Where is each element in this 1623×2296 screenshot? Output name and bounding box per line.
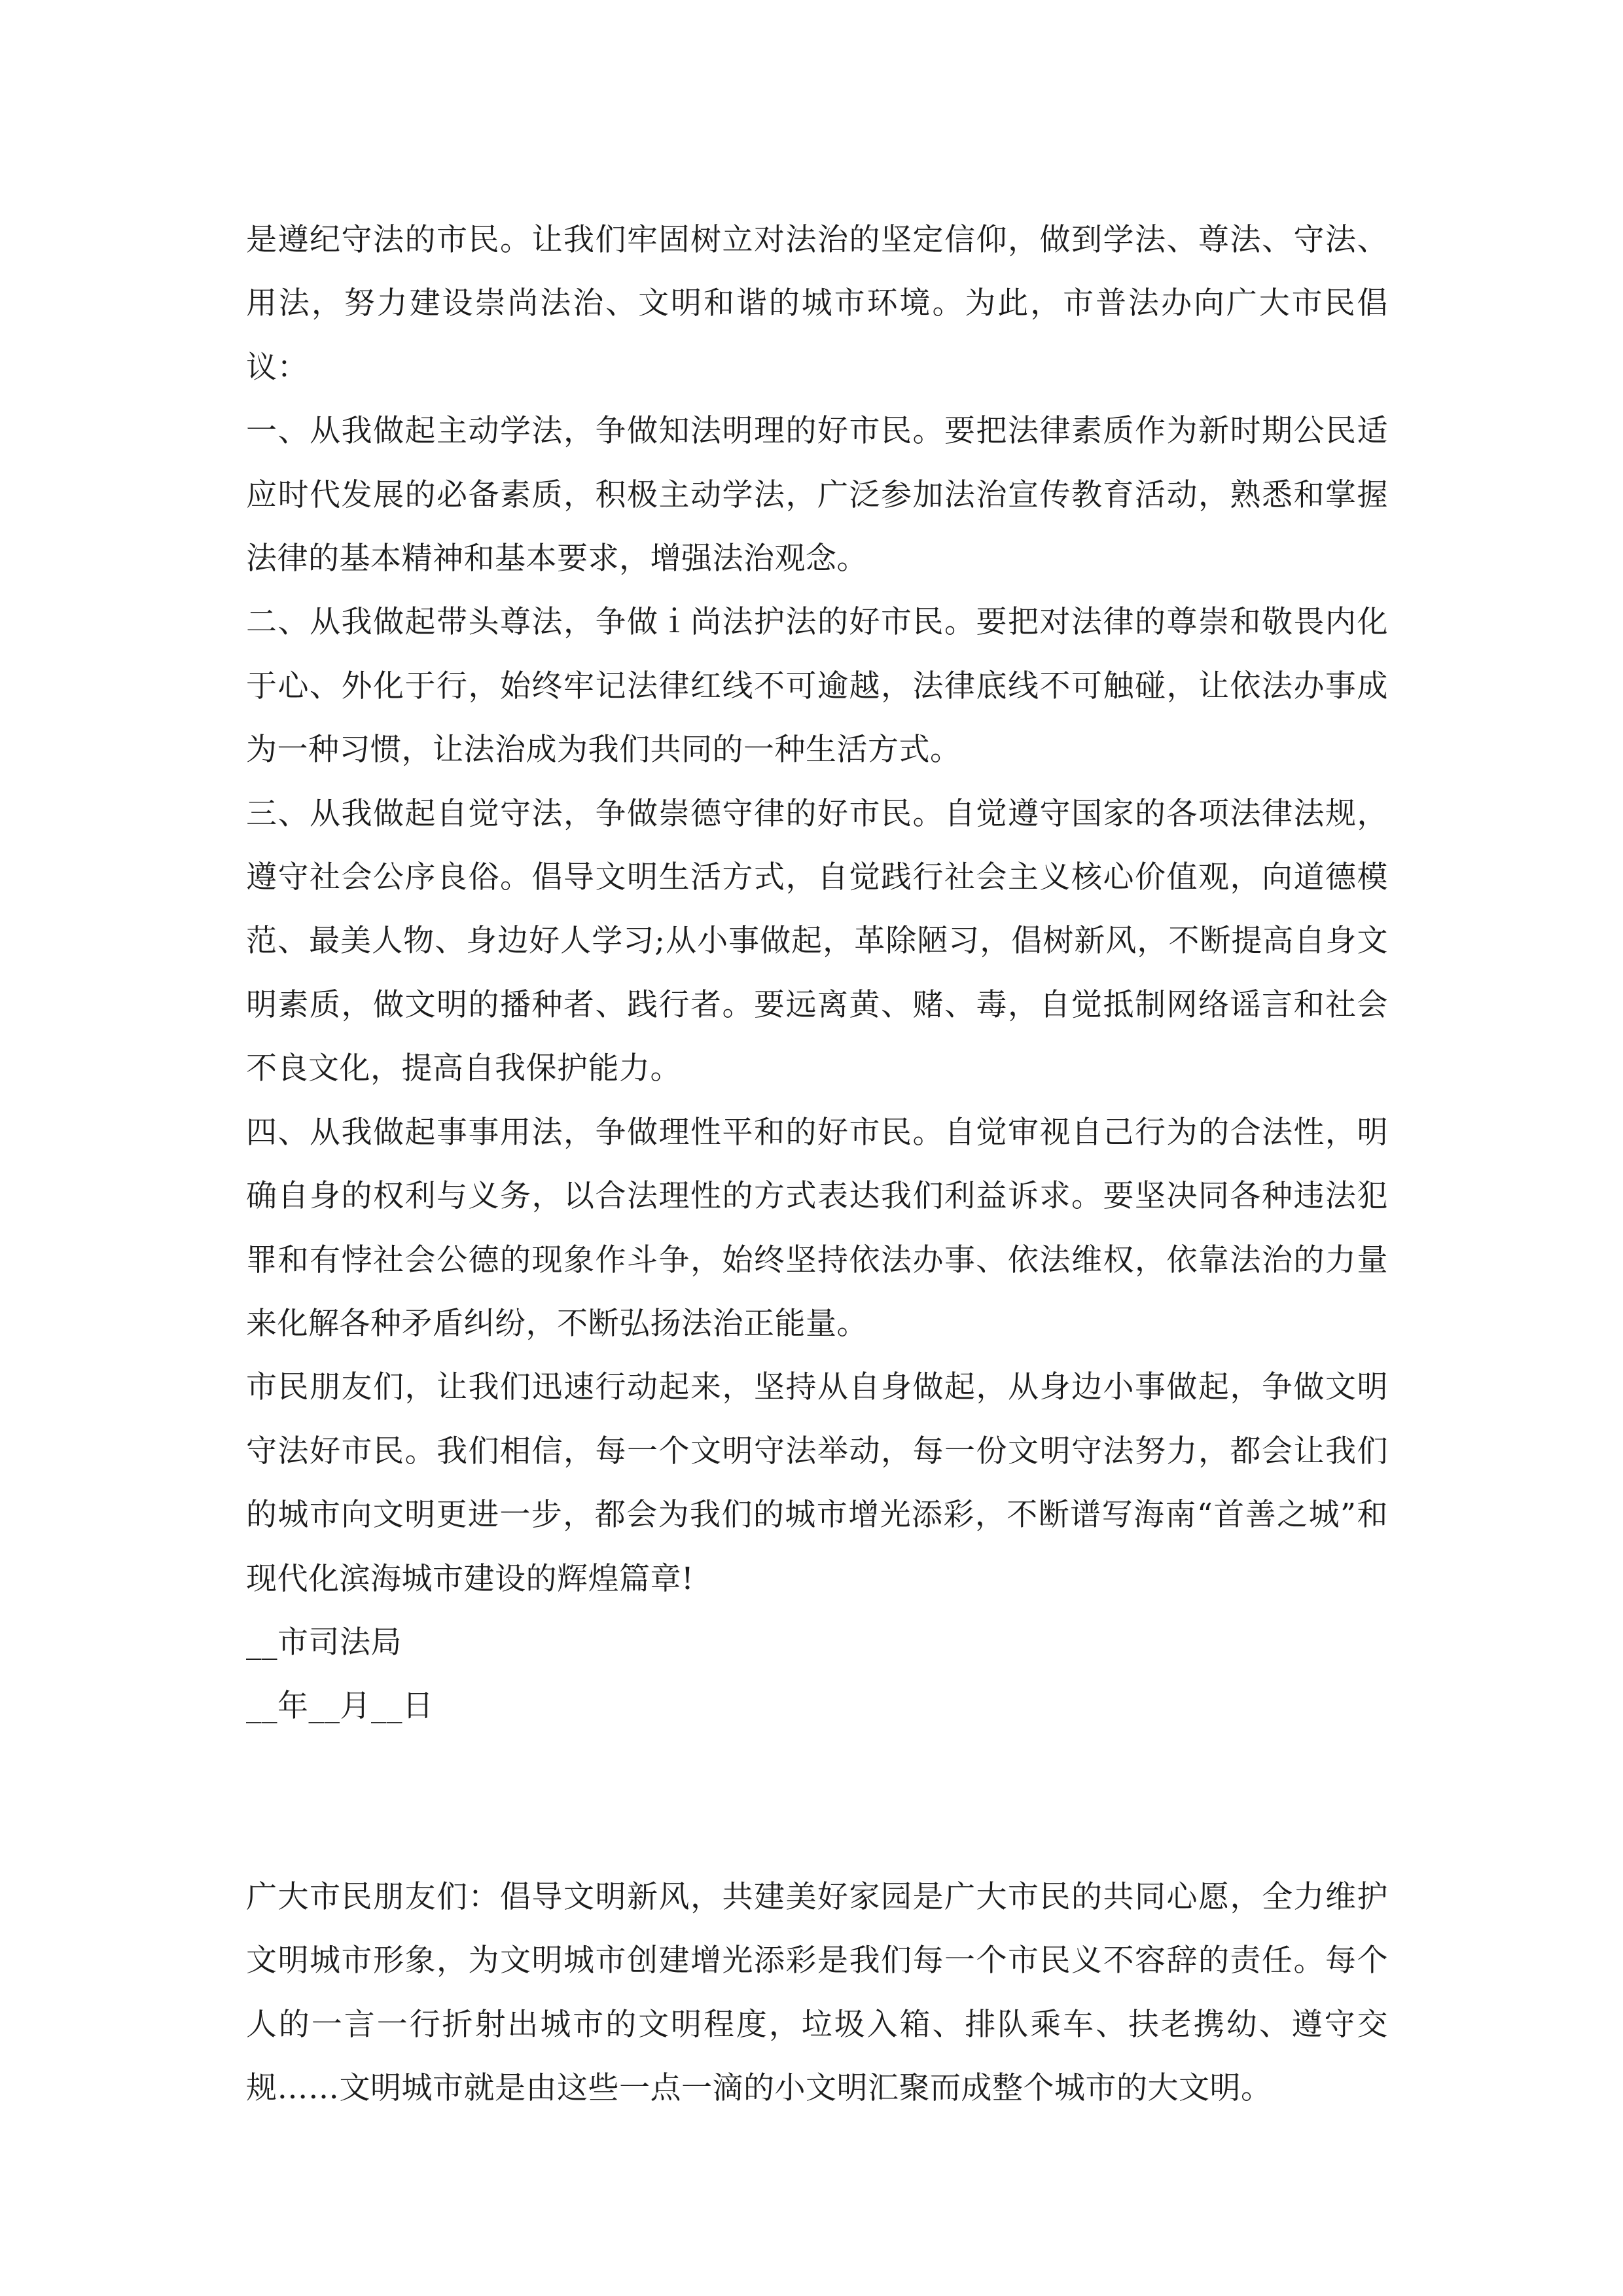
signature-date: __年__月__日	[246, 1688, 434, 1725]
document-body	[246, 208, 1388, 2120]
section-gap	[246, 1738, 1388, 1865]
intro-paragraph: 是遵纪守法的市民。让我们牢固树立对法治的坚定信仰，做到学法、尊法、守法、用法，努力建设崇尚法治、文明和谐的城市环境。为此，市普法办向广大市民倡议：	[246, 222, 1388, 386]
proposal-two-paragraph: 二、从我做起带头尊法，争做ｉ尚法护法的好市民。要把对法律的尊崇和敬畏内化于心、外化于行，始终牢记法律红线不可逾越，法律底线不可触碰，让依法办事成为一种习惯，让法治成为我们共同的一种生活方式。	[246, 604, 1388, 768]
signature-organization: __市司法局	[246, 1624, 402, 1660]
proposal-one-paragraph: 一、从我做起主动学法，争做知法明理的好市民。要把法律素质作为新时期公民适应时代发展的必备素质，积极主动学法，广泛参加法治宣传教育活动，熟悉和掌握法律的基本精神和基本要求，增强法治观念。	[246, 413, 1388, 577]
proposal-three-paragraph: 三、从我做起自觉守法，争做崇德守律的好市民。自觉遵守国家的各项法律法规，遵守社会公序良俗。倡导文明生活方式，自觉践行社会主义核心价值观，向道德模范、最美人物、身边好人学习;从小事做起，革除陋习，倡树新风，不断提高自身文明素质，做文明的播种者、践行者。要远离黄、赌、毒，自觉抵制网络谣言和社会不良文化，提高自我保护能力。	[246, 795, 1388, 1087]
closing-paragraph: 市民朋友们，让我们迅速行动起来，坚持从自身做起，从身边小事做起，争做文明守法好市民。我们相信，每一个文明守法举动，每一份文明守法努力，都会让我们的城市向文明更进一步，都会为我们的城市增光添彩，不断谱写海南“首善之城”和现代化滨海城市建设的辉煌篇章!	[246, 1369, 1388, 1597]
proposal-four-paragraph: 四、从我做起事事用法，争做理性平和的好市民。自觉审视自己行为的合法性，明确自身的权利与义务，以合法理性的方式表达我们利益诉求。要坚决同各种违法犯罪和有悖社会公德的现象作斗争，始终坚持依法办事、依法维权，依靠法治的力量来化解各种矛盾纠纷，不断弘扬法治正能量。	[246, 1114, 1388, 1342]
second-section-paragraph: 广大市民朋友们：倡导文明新风，共建美好家园是广大市民的共同心愿，全力维护文明城市形象，为文明城市创建增光添彩是我们每一个市民义不容辞的责任。每个人的一言一行折射出城市的文明程度，垃圾入箱、排队乘车、扶老携幼、遵守交规……文明城市就是由这些一点一滴的小文明汇聚而成整个城市的大文明。	[246, 1878, 1388, 2106]
